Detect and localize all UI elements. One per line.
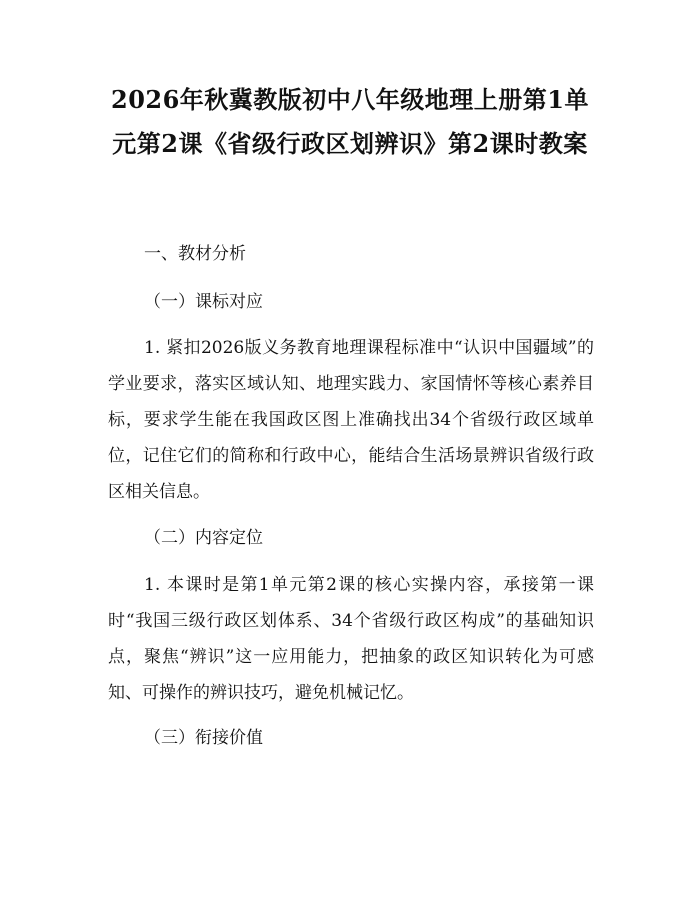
subsection-heading-connection-value: （三）衔接价值	[144, 728, 263, 748]
subsection-heading-curriculum-standard: （一）课标对应	[144, 292, 263, 312]
section-heading-teaching-material-analysis: 一、教材分析	[144, 244, 246, 264]
paragraph-content-positioning: 1. 本课时是第1单元第2课的核心实操内容，承接第一课时“我国三级行政区划体系、34个省级行政区构成”的基础知识点，聚焦“辨识”这一应用能力，把抽象的政区知识转化为可感知、可操作的辨识技巧，避免机械记忆。	[108, 575, 594, 703]
paragraph-curriculum-standard: 1. 紧扣2026版义务教育地理课程标准中“认识中国疆域”的学业要求，落实区域认知、地理实践力、家国情怀等核心素养目标，要求学生能在我国政区图上准确找出34个省级行政区域单位，记住它们的简称和行政中心，能结合生活场景辨识省级行政区相关信息。	[108, 338, 594, 502]
document-title: 2026年秋冀教版初中八年级地理上册第1单元第2课《省级行政区划辨识》第2课时教案	[111, 85, 589, 158]
subsection-heading-content-positioning: （二）内容定位	[144, 528, 263, 548]
